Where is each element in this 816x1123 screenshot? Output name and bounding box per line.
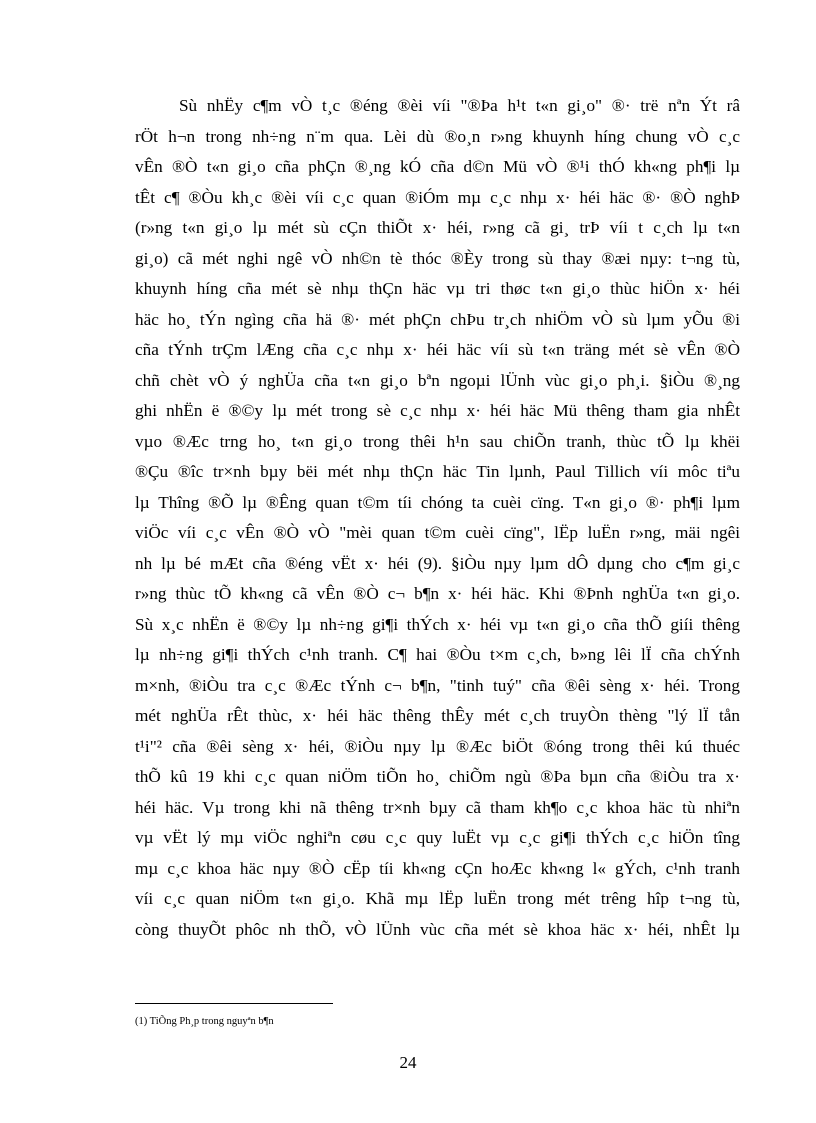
text-line: gi¸o) cã mét nghi ngê vÒ nh©n tè thóc ®Èy trong sù thay ®æi nµy: t¬ng tù, — [135, 248, 740, 268]
text-line: héi häc. Vµ trong khi nã thêng tr×nh bµy cã tham kh¶o c¸c khoa häc tù nhiªn — [135, 797, 740, 817]
text-line: t¹i"² cña ®êi sèng x· héi, ®iÒu nµy lµ ®Æc biÖt ®óng trong thêi kú thuéc — [135, 736, 740, 756]
text-line: ®Çu ®îc tr×nh bµy bëi mét nhµ thÇn häc Tin lµnh, Paul Tillich víi môc tiªu — [135, 462, 740, 481]
text-line: häc ho¸ tÝn ngìng cña hä ®· mét phÇn chÞu tr¸ch nhiÖm vÒ sù lµm yÕu ®i — [135, 309, 740, 329]
text-line: Sù x¸c nhËn ë ®©y lµ nh÷ng gi¶i thÝch x· héi vµ t«n gi¸o cña thÕ giíi thêng — [135, 614, 740, 634]
text-line: cña tÝnh trÇm lÆng cña c¸c nhµ x· héi häc víi sù t«n träng mét sè vÊn ®Ò — [135, 340, 740, 359]
text-line: còng thuyÕt phôc nh thÕ, vÒ lÜnh vùc cña mét sè khoa häc x· héi, nhÊt lµ — [135, 919, 740, 939]
text-line: rÖt h¬n trong nh÷ng n¨m qua. Lèi dù ®o¸n r»ng khuynh híng chung vÒ c¸c — [135, 126, 740, 146]
text-line: lµ Thîng ®Õ lµ ®Êng quan t©m tíi chóng ta cuèi cïng. T«n gi¸o ®· ph¶i lµm — [135, 492, 740, 512]
text-line: lµ nh÷ng gi¶i thÝch c¹nh tranh. C¶ hai ®Òu t×m c¸ch, b»ng lêi lÏ cña chÝnh — [135, 645, 740, 664]
text-line: vµ vËt lý mµ viÖc nghiªn cøu c¸c quy luËt vµ c¸c gi¶i thÝch c¸c hiÖn tîng — [135, 828, 740, 847]
text-line: ghi nhËn ë ®©y lµ mét trong sè c¸c nhµ x· héi häc Mü thêng tham gia nhÊt — [135, 401, 740, 420]
text-line: khuynh híng cña mét sè nhµ thÇn häc vµ tri thøc t«n gi¸o thùc hiÖn x· héi — [135, 279, 740, 298]
text-line: mµ c¸c khoa häc nµy ®Ò cËp tíi kh«ng cÇn hoÆc kh«ng l« gÝch, c¹nh tranh — [135, 858, 740, 878]
text-line: tÊt c¶ ®Òu kh¸c ®èi víi c¸c quan ®iÓm mµ c¸c nhµ x· héi häc ®· ®Ò nghÞ — [135, 187, 740, 207]
text-line: thÕ kû 19 khi c¸c quan niÖm tiÕn ho¸ chiÕm ngù ®Þa bµn cña ®iÒu tra x· — [135, 767, 740, 786]
text-line: víi c¸c quan niÖm t«n gi¸o. Khã mµ lËp luËn trong mét trêng hîp t¬ng tù, — [135, 889, 740, 908]
text-line: (r»ng t«n gi¸o lµ mét sù cÇn thiÕt x· héi, r»ng cã gi¸ trÞ víi t c¸ch lµ t«n — [135, 218, 740, 237]
text-line: chñ chèt vÒ ý nghÜa cña t«n gi¸o bªn ngoµi lÜnh vùc gi¸o ph¸i. §iÒu ®¸ng — [135, 370, 740, 390]
footnote-divider — [135, 1003, 333, 1004]
text-line: mét nghÜa rÊt thùc, x· héi häc thêng thÊy mét c¸ch truyÒn thèng "lý lÏ tån — [135, 706, 740, 725]
text-line: nh lµ bé mÆt cña ®éng vËt x· héi (9). §iÒu nµy lµm dÔ dµng cho c¶m gi¸c — [135, 553, 740, 573]
text-line: vµo ®Æc trng ho¸ t«n gi¸o trong thêi h¹n sau chiÕn tranh, thùc tÕ lµ khëi — [135, 431, 740, 451]
page-number: 24 — [399, 1053, 417, 1072]
text-line: viÖc víi c¸c vÊn ®Ò vÒ "mèi quan t©m cuèi cïng", lËp luËn r»ng, mäi ngêi — [135, 523, 740, 542]
text-line: m×nh, ®iÒu tra c¸c ®Æc tÝnh c¬ b¶n, "tinh tuý" cña ®êi sèng x· héi. Trong — [135, 675, 740, 695]
body-paragraph — [135, 91, 740, 945]
text-line: vÊn ®Ò t«n gi¸o cña phÇn ®¸ng kÓ cña d©n Mü vÒ ®¹i thÓ kh«ng ph¶i lµ — [135, 157, 740, 176]
text-line: Sù nhËy c¶m vÒ t¸c ®éng ®èi víi "®Þa h¹t t«n gi¸o" ®· trë nªn Ýt râ — [179, 96, 740, 115]
text-line: r»ng thùc tÕ kh«ng cã vÊn ®Ò c¬ b¶n x· héi häc. Khi ®Þnh nghÜa t«n gi¸o. — [135, 584, 740, 603]
footnote-text: (1) TiÕng Ph¸p trong nguyªn b¶n — [135, 1016, 274, 1027]
